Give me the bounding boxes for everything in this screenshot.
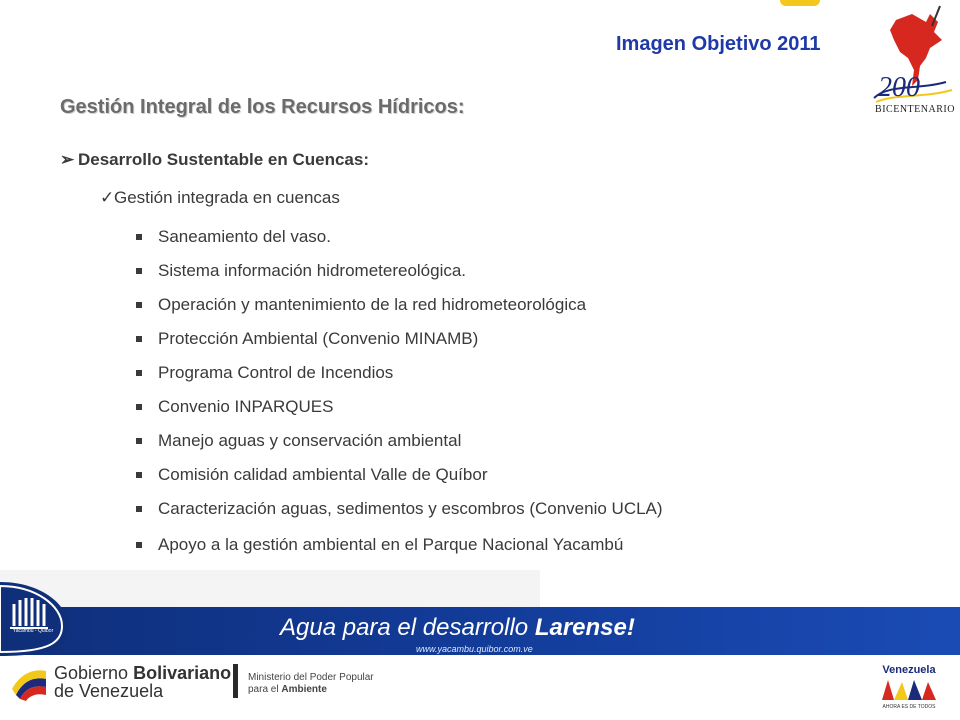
square-bullet-icon [136, 472, 142, 478]
checkmark-icon: ✓ [100, 188, 115, 207]
list-item: Sistema información hidrometereológica. [134, 254, 663, 288]
yacambu-logo-label: Yacambú - Quíbor [12, 628, 54, 634]
square-bullet-icon [136, 404, 142, 410]
arrow-bullet-icon: ➢ [60, 150, 75, 169]
bullet-level1-label: Desarrollo Sustentable en Cuencas: [78, 150, 369, 169]
page-title: Imagen Objetivo 2011 [616, 33, 821, 55]
square-bullet-icon [136, 542, 142, 548]
list-item: Saneamiento del vaso. [134, 220, 663, 254]
venezuela-logo-title: Venezuela [882, 664, 936, 676]
slogan-bold: Larense! [534, 614, 635, 641]
list-item: Apoyo a la gestión ambiental en el Parque Nacional Yacambú [134, 528, 663, 562]
list-item: Programa Control de Incendios [134, 356, 663, 390]
logo-divider [233, 664, 238, 698]
footer-slogan [280, 614, 635, 642]
top-decoration [780, 0, 820, 6]
bullet-level2-label: Gestión integrada en cuencas [114, 188, 340, 207]
square-bullet-icon [136, 336, 142, 342]
square-bullet-icon [136, 370, 142, 376]
square-bullet-icon [136, 506, 142, 512]
ministry-logo-text: Ministerio del Poder Popular para el Ambiente [248, 672, 374, 695]
list-item: Protección Ambiental (Convenio MINAMB) [134, 322, 663, 356]
list-item: Comisión calidad ambiental Valle de Quíbor [134, 458, 663, 492]
slogan-plain: Agua para el desarrollo [280, 614, 529, 641]
square-bullet-icon [136, 268, 142, 274]
list-item: Caracterización aguas, sedimentos y escombros (Convenio UCLA) [134, 492, 663, 526]
gobierno-logo-text: Gobierno Bolivariano de Venezuela [54, 663, 232, 701]
list-item: Manejo aguas y conservación ambiental [134, 424, 663, 458]
yacambu-logo-icon [0, 574, 70, 656]
list-item: Convenio INPARQUES [134, 390, 663, 424]
bicentenario-logo [868, 0, 960, 130]
bicentenario-word: BICENTENARIO [875, 104, 955, 115]
item-list [134, 220, 663, 562]
list-item: Operación y mantenimiento de la red hidrometeorológica [134, 288, 663, 322]
bullet-level1 [60, 150, 369, 170]
bullet-level2 [100, 188, 340, 208]
footer-url: www.yacambu.quibor.com.ve [416, 644, 533, 654]
section-title: Gestión Integral de los Recursos Hídricos: [60, 96, 465, 118]
square-bullet-icon [136, 302, 142, 308]
square-bullet-icon [136, 438, 142, 444]
venezuela-logo-sub: AHORA ES DE TODOS [882, 704, 936, 710]
svg-text:200: 200 [878, 72, 920, 103]
venezuela-flag-icon [10, 667, 48, 701]
square-bullet-icon [136, 234, 142, 240]
